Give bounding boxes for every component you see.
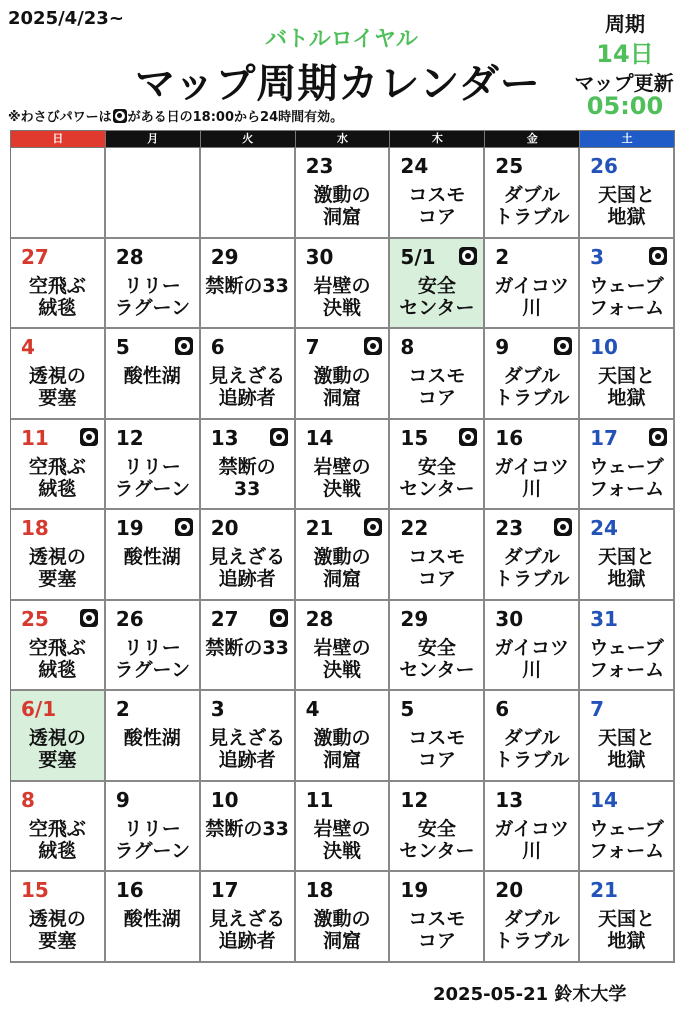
weekday-header: 金 xyxy=(485,131,580,148)
day-number: 30 xyxy=(305,244,334,269)
day-number: 6 xyxy=(210,335,225,359)
calendar-cell xyxy=(580,691,675,782)
day-number: 21 xyxy=(305,516,334,540)
calendar-cell xyxy=(106,329,201,420)
day-number: 20 xyxy=(495,878,524,902)
update-label: マップ更新 xyxy=(574,71,674,95)
map-name: 見えざる 追跡者 xyxy=(209,727,286,771)
day-number: 24 xyxy=(400,154,429,178)
wasabi-icon xyxy=(175,518,193,536)
map-name: 天国と 地獄 xyxy=(598,365,656,409)
map-name: リリー ラグーン xyxy=(114,817,191,862)
weekday-header: 水 xyxy=(296,131,391,148)
calendar-cell xyxy=(11,329,106,420)
map-name: ガイコツ 川 xyxy=(494,636,570,681)
calendar-cell xyxy=(580,601,675,692)
calendar-cell xyxy=(201,601,296,692)
map-name: リリー ラグーン xyxy=(114,274,191,319)
wasabi-icon xyxy=(80,609,98,627)
calendar-cell xyxy=(106,510,201,601)
day-number: 25 xyxy=(495,154,524,178)
calendar-cell xyxy=(201,239,296,330)
calendar-cell xyxy=(201,510,296,601)
day-number: 7 xyxy=(590,697,605,721)
map-name: 安全 センター xyxy=(399,455,475,500)
calendar-cell xyxy=(11,239,106,330)
day-number: 13 xyxy=(495,787,524,812)
day-number: 2 xyxy=(495,244,510,269)
day-number: 10 xyxy=(210,787,239,812)
map-name: 透視の 要塞 xyxy=(28,908,86,952)
calendar-cell xyxy=(485,782,580,873)
map-name: ガイコツ 川 xyxy=(494,817,570,862)
calendar-cell xyxy=(11,420,106,511)
map-name: 激動の 洞窟 xyxy=(313,546,371,590)
calendar-cell xyxy=(580,510,675,601)
subtitle: バトルロイヤル xyxy=(265,27,418,52)
map-name: 空飛ぶ 絨毯 xyxy=(28,636,86,681)
page-title: マップ周期カレンダー xyxy=(135,61,541,107)
day-number: 12 xyxy=(400,787,429,812)
calendar-cell xyxy=(485,872,580,963)
weekday-header: 火 xyxy=(201,131,296,148)
day-number: 16 xyxy=(495,425,524,450)
calendar-cell xyxy=(296,148,391,239)
calendar-cell xyxy=(390,872,485,963)
day-number: 27 xyxy=(210,606,239,631)
map-name: ガイコツ 川 xyxy=(494,274,570,319)
day-number: 12 xyxy=(115,425,144,450)
wasabi-icon xyxy=(649,247,667,265)
calendar-cell xyxy=(296,872,391,963)
map-name: 禁断の33 xyxy=(205,817,289,840)
day-number: 11 xyxy=(305,787,334,812)
weekday-header: 日 xyxy=(11,131,106,148)
calendar-cell xyxy=(485,420,580,511)
calendar-cell xyxy=(390,691,485,782)
day-number: 29 xyxy=(400,606,429,631)
calendar-cell xyxy=(580,872,675,963)
calendar-cell xyxy=(11,782,106,873)
calendar-cell xyxy=(485,148,580,239)
note xyxy=(8,106,343,125)
map-name: 岩壁の 決戦 xyxy=(313,274,371,319)
map-name: 天国と 地獄 xyxy=(598,727,656,771)
note-suffix: がある日の18:00から24時間有効。 xyxy=(127,110,344,125)
map-name: 激動の 洞窟 xyxy=(313,908,371,952)
cycle-label: 周期 xyxy=(605,12,645,36)
day-number: 19 xyxy=(115,516,144,540)
map-name: ウェーブ フォーム xyxy=(589,455,665,500)
map-name: 見えざる 追跡者 xyxy=(209,908,286,952)
calendar-cell xyxy=(296,329,391,420)
day-number: 6 xyxy=(495,697,510,721)
wasabi-icon xyxy=(270,428,288,446)
day-number: 20 xyxy=(210,516,239,540)
day-number: 5 xyxy=(115,335,130,359)
day-number: 11 xyxy=(21,425,49,450)
day-number: 23 xyxy=(495,516,524,540)
wasabi-icon xyxy=(459,428,477,446)
wasabi-icon xyxy=(364,337,382,355)
map-name: ダブル トラブル xyxy=(494,365,570,409)
day-number: 22 xyxy=(400,516,429,540)
calendar-cell xyxy=(390,601,485,692)
day-number: 14 xyxy=(590,787,618,812)
calendar-cell xyxy=(201,329,296,420)
day-number: 24 xyxy=(590,516,618,540)
map-name: 酸性湖 xyxy=(123,365,181,387)
map-name: 見えざる 追跡者 xyxy=(209,546,286,590)
calendar-cell xyxy=(296,601,391,692)
map-name: 空飛ぶ 絨毯 xyxy=(28,455,86,500)
day-number: 9 xyxy=(115,787,130,812)
wasabi-icon xyxy=(113,109,127,123)
day-number: 17 xyxy=(210,878,239,902)
wasabi-icon xyxy=(554,337,572,355)
day-number: 5/1 xyxy=(400,244,436,269)
day-number: 18 xyxy=(305,878,334,902)
map-name: ウェーブ フォーム xyxy=(589,817,665,862)
day-number: 21 xyxy=(590,878,618,902)
calendar-cell xyxy=(11,691,106,782)
day-number: 5 xyxy=(400,697,415,721)
day-number: 3 xyxy=(210,697,225,721)
map-name: 酸性湖 xyxy=(123,546,181,568)
map-name: 安全 センター xyxy=(399,817,475,862)
map-name: 岩壁の 決戦 xyxy=(313,455,371,500)
map-name: 天国と 地獄 xyxy=(598,546,656,590)
map-name: リリー ラグーン xyxy=(114,455,191,500)
map-name: ダブル トラブル xyxy=(494,908,570,952)
map-name: 天国と 地獄 xyxy=(598,908,656,952)
wasabi-icon xyxy=(459,247,477,265)
map-name: コスモ コア xyxy=(408,727,466,771)
day-number: 18 xyxy=(21,516,49,540)
day-number: 27 xyxy=(21,244,49,269)
wasabi-icon xyxy=(80,428,98,446)
calendar-cell xyxy=(106,601,201,692)
calendar-cell xyxy=(106,872,201,963)
day-number: 17 xyxy=(590,425,618,450)
calendar-cell xyxy=(580,782,675,873)
calendar-cell xyxy=(11,601,106,692)
map-name: 透視の 要塞 xyxy=(28,365,86,409)
calendar-cell xyxy=(201,420,296,511)
day-number: 30 xyxy=(495,606,524,631)
map-name: ダブル トラブル xyxy=(494,727,570,771)
map-name: 禁断の33 xyxy=(205,274,289,297)
calendar-cell xyxy=(485,329,580,420)
calendar-cell xyxy=(390,510,485,601)
wasabi-icon xyxy=(554,518,572,536)
calendar-grid xyxy=(10,130,675,963)
map-name: 天国と 地獄 xyxy=(598,184,656,228)
day-number: 4 xyxy=(305,697,320,721)
calendar-cell xyxy=(201,872,296,963)
map-name: ウェーブ フォーム xyxy=(589,274,665,319)
map-name: 酸性湖 xyxy=(123,727,181,749)
calendar-cell xyxy=(106,239,201,330)
map-name: 禁断の33 xyxy=(205,636,289,659)
wasabi-icon xyxy=(270,609,288,627)
calendar-cell xyxy=(390,782,485,873)
calendar-cell xyxy=(11,872,106,963)
map-name: 激動の 洞窟 xyxy=(313,184,371,228)
day-number: 4 xyxy=(21,335,35,359)
map-name: コスモ コア xyxy=(408,908,466,952)
day-number: 23 xyxy=(305,154,334,178)
map-name: 禁断の 33 xyxy=(218,455,276,500)
footer: 2025-05-21 鈴木大学 xyxy=(433,984,627,1005)
wasabi-icon xyxy=(175,337,193,355)
calendar-cell xyxy=(580,239,675,330)
map-name: 空飛ぶ 絨毯 xyxy=(28,274,86,319)
calendar-cell xyxy=(106,691,201,782)
calendar-cell xyxy=(485,510,580,601)
map-name: ウェーブ フォーム xyxy=(589,636,665,681)
calendar-cell xyxy=(390,148,485,239)
calendar-cell xyxy=(296,420,391,511)
cycle-value: 14日 xyxy=(596,40,654,68)
day-number: 13 xyxy=(210,425,239,450)
day-number: 6/1 xyxy=(21,697,57,721)
update-value: 05:00 xyxy=(586,92,664,120)
day-number: 26 xyxy=(590,154,618,178)
day-number: 10 xyxy=(590,335,618,359)
note-prefix: ※わさびパワーは xyxy=(8,110,112,125)
day-number: 8 xyxy=(21,787,35,812)
weekday-header: 木 xyxy=(390,131,485,148)
map-name: リリー ラグーン xyxy=(114,636,191,681)
map-name: 見えざる 追跡者 xyxy=(209,365,286,409)
day-number: 31 xyxy=(590,606,618,631)
day-number: 25 xyxy=(21,606,49,631)
day-number: 8 xyxy=(400,335,415,359)
day-number: 14 xyxy=(305,425,334,450)
map-name: 透視の 要塞 xyxy=(28,727,86,771)
calendar-cell xyxy=(390,329,485,420)
day-number: 9 xyxy=(495,335,510,359)
calendar-cell xyxy=(485,601,580,692)
calendar-cell xyxy=(390,420,485,511)
map-name: コスモ コア xyxy=(408,365,466,409)
calendar-cell xyxy=(580,329,675,420)
map-name: 空飛ぶ 絨毯 xyxy=(28,817,86,862)
map-name: 岩壁の 決戦 xyxy=(313,817,371,862)
day-number: 15 xyxy=(400,425,429,450)
calendar-cell xyxy=(296,239,391,330)
wasabi-icon xyxy=(364,518,382,536)
day-number: 16 xyxy=(115,878,144,902)
calendar-cell xyxy=(201,148,296,239)
day-number: 7 xyxy=(305,335,320,359)
map-name: ダブル トラブル xyxy=(494,546,570,590)
wasabi-icon xyxy=(649,428,667,446)
calendar-cell xyxy=(106,420,201,511)
calendar-cell xyxy=(201,782,296,873)
day-number: 3 xyxy=(590,244,605,269)
calendar-cell xyxy=(296,510,391,601)
weekday-header: 土 xyxy=(580,131,675,148)
map-name: 酸性湖 xyxy=(123,908,181,930)
calendar-cell xyxy=(485,239,580,330)
calendar-cell xyxy=(296,782,391,873)
day-number: 28 xyxy=(115,244,144,269)
calendar-cell xyxy=(580,420,675,511)
day-number: 2 xyxy=(115,697,130,721)
map-name: 透視の 要塞 xyxy=(28,546,86,590)
calendar-cell xyxy=(580,148,675,239)
day-number: 19 xyxy=(400,878,429,902)
map-name: コスモ コア xyxy=(408,184,466,228)
calendar-cell xyxy=(485,691,580,782)
map-name: コスモ コア xyxy=(408,546,466,590)
day-number: 29 xyxy=(210,244,239,269)
day-number: 15 xyxy=(21,878,49,902)
calendar-cell xyxy=(106,148,201,239)
calendar-cell xyxy=(201,691,296,782)
map-name: 激動の 洞窟 xyxy=(313,365,371,409)
day-number: 26 xyxy=(115,606,144,631)
calendar-cell xyxy=(11,148,106,239)
calendar-cell xyxy=(106,782,201,873)
day-number: 28 xyxy=(305,606,334,631)
weekday-header: 月 xyxy=(106,131,201,148)
start-date: 2025/4/23~ xyxy=(8,8,124,29)
calendar-cell xyxy=(296,691,391,782)
calendar-cell xyxy=(390,239,485,330)
map-name: ダブル トラブル xyxy=(494,184,570,228)
calendar-cell xyxy=(11,510,106,601)
map-name: 岩壁の 決戦 xyxy=(313,636,371,681)
map-name: 激動の 洞窟 xyxy=(313,727,371,771)
map-name: 安全 センター xyxy=(399,274,475,319)
map-name: ガイコツ 川 xyxy=(494,455,570,500)
map-name: 安全 センター xyxy=(399,636,475,681)
